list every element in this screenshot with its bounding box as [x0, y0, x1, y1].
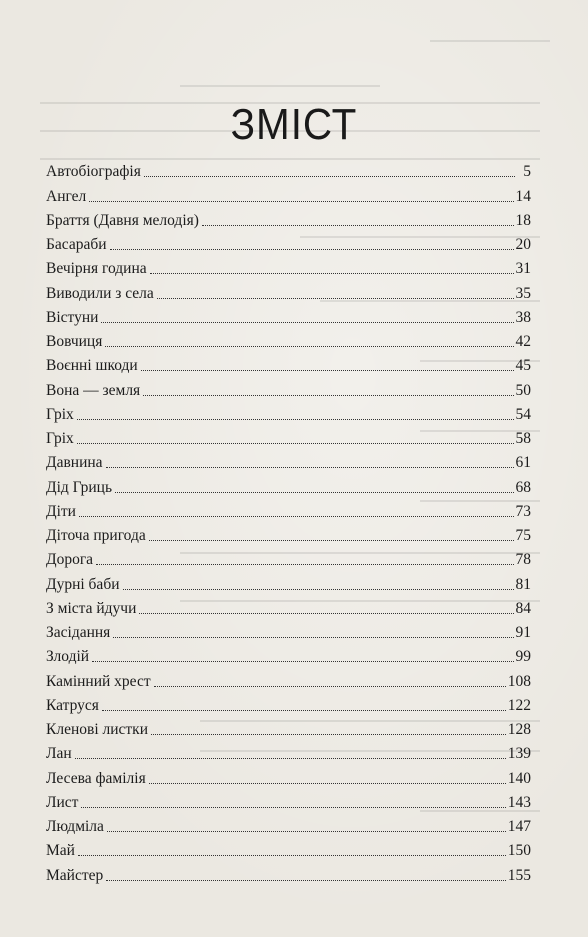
toc-entry: [46, 497, 531, 521]
toc-entry-page-number: 91: [515, 624, 531, 641]
toc-entry: [46, 230, 531, 254]
toc-entry-title: Катруся: [46, 696, 99, 714]
toc-entry-page-number: 20: [515, 236, 531, 253]
toc-entry-page-number: 61: [515, 454, 531, 472]
toc-entry: [46, 569, 531, 593]
toc-entry-page-number: 54: [515, 405, 531, 423]
toc-entry-title: Гріх: [46, 405, 74, 423]
toc-entry-title: Лесева фамілія: [46, 769, 146, 787]
toc-entry: [46, 351, 531, 375]
toc-entry-page-number: 122: [507, 696, 531, 714]
toc-entry: [46, 521, 531, 545]
toc-entry-page-number: 155: [507, 866, 531, 884]
toc-entry-title: Лан: [46, 745, 72, 763]
toc-entry-page-number: 38: [515, 308, 531, 326]
toc-entry-title: З міста йдучи: [46, 599, 137, 617]
toc-entry: [46, 836, 531, 860]
toc-entry-title: Людміла: [46, 818, 104, 835]
dot-leader: [102, 710, 506, 711]
toc-entry-title: Автобіографія: [46, 163, 141, 181]
toc-entry: [46, 448, 531, 472]
toc-entry-title: Вістуни: [46, 308, 99, 326]
dot-leader: [81, 807, 505, 808]
dot-leader: [110, 249, 514, 250]
toc-entry-title: Злодій: [46, 648, 90, 666]
toc-entry-title: Лист: [46, 793, 79, 811]
toc-entry: [46, 812, 531, 836]
toc-entry-page-number: 35: [515, 284, 531, 302]
dot-leader: [77, 443, 514, 444]
dot-leader: [144, 176, 515, 177]
toc-entry: [46, 181, 531, 205]
dot-leader: [78, 855, 506, 856]
toc-entry-page-number: 78: [515, 551, 531, 569]
toc-entry: [46, 400, 531, 424]
table-of-contents: [46, 157, 531, 885]
toc-entry: [46, 715, 531, 739]
toc-entry-page-number: 5: [523, 163, 531, 181]
dot-leader: [202, 225, 514, 226]
toc-entry: [46, 763, 531, 787]
dot-leader: [113, 637, 513, 638]
dot-leader: [107, 831, 506, 832]
page-title: ЗМІСТ: [230, 100, 358, 149]
dot-leader: [115, 492, 513, 493]
toc-entry: [46, 594, 531, 618]
toc-entry: [46, 472, 531, 496]
dot-leader: [105, 346, 513, 347]
toc-entry-title: Камінний хрест: [46, 672, 151, 690]
toc-entry-title: Дід Гриць: [46, 478, 113, 496]
toc-entry: [46, 157, 531, 181]
toc-entry-title: Майстер: [46, 866, 104, 884]
toc-entry-title: Басараби: [46, 236, 107, 253]
dot-leader: [151, 734, 506, 735]
toc-entry: [46, 545, 531, 569]
toc-entry-page-number: 81: [515, 575, 531, 593]
toc-entry-title: Браття (Давня мелодія): [46, 211, 199, 229]
dot-leader: [96, 564, 513, 565]
toc-entry-title: Виводили з села: [46, 284, 154, 302]
toc-entry: [46, 254, 531, 278]
toc-entry-page-number: 140: [507, 769, 531, 787]
toc-entry-page-number: 147: [507, 818, 531, 835]
toc-entry-title: Давнина: [46, 454, 103, 472]
toc-entry-title: Ангел: [46, 187, 87, 205]
toc-entry-page-number: 18: [515, 211, 531, 229]
toc-entry-title: Вона — земля: [46, 381, 141, 399]
toc-entry: [46, 691, 531, 715]
toc-entry-page-number: 99: [515, 648, 531, 666]
dot-leader: [149, 540, 514, 541]
toc-entry: [46, 739, 531, 763]
toc-entry: [46, 375, 531, 399]
toc-entry-title: Дорога: [46, 551, 94, 569]
toc-entry: [46, 860, 531, 884]
toc-entry-page-number: 108: [507, 672, 531, 690]
toc-entry-page-number: 139: [507, 745, 531, 763]
toc-entry-page-number: 42: [515, 333, 531, 350]
dot-leader: [89, 201, 513, 202]
toc-entry-page-number: 45: [515, 357, 531, 375]
toc-entry: [46, 424, 531, 448]
dot-leader: [75, 758, 506, 759]
toc-entry: [46, 278, 531, 302]
toc-entry-title: Діти: [46, 502, 76, 520]
dot-leader: [77, 419, 514, 420]
toc-entry-page-number: 75: [515, 527, 531, 544]
toc-entry-page-number: 84: [515, 599, 531, 617]
toc-entry: [46, 618, 531, 642]
dot-leader: [149, 783, 506, 784]
dot-leader: [106, 467, 514, 468]
toc-entry-title: Май: [46, 842, 75, 860]
dot-leader: [139, 613, 513, 614]
toc-entry-title: Гріх: [46, 430, 74, 447]
toc-entry-page-number: 150: [507, 842, 531, 860]
toc-entry-page-number: 31: [515, 260, 531, 278]
toc-entry-page-number: 128: [507, 721, 531, 738]
toc-entry-title: Вечірня година: [46, 260, 147, 278]
toc-entry-page-number: 68: [515, 478, 531, 496]
toc-entry: [46, 788, 531, 812]
dot-leader: [123, 589, 514, 590]
dot-leader: [154, 686, 506, 687]
dot-leader: [92, 661, 513, 662]
toc-entry-title: Засідання: [46, 624, 111, 641]
toc-entry: [46, 642, 531, 666]
dot-leader: [141, 370, 514, 371]
dot-leader: [157, 298, 514, 299]
dot-leader: [143, 395, 513, 396]
toc-entry-title: Дурні баби: [46, 575, 120, 593]
dot-leader: [101, 322, 513, 323]
dot-leader: [79, 516, 514, 517]
toc-entry-title: Кленові листки: [46, 721, 149, 738]
toc-entry-page-number: 58: [515, 430, 531, 447]
toc-entry: [46, 303, 531, 327]
toc-entry: [46, 666, 531, 690]
toc-entry-page-number: 14: [515, 187, 531, 205]
dot-leader: [150, 273, 514, 274]
toc-entry-title: Вовчиця: [46, 333, 103, 350]
toc-entry: [46, 327, 531, 351]
toc-entry-title: Діточа пригода: [46, 527, 146, 544]
toc-entry-page-number: 143: [507, 793, 531, 811]
toc-entry: [46, 206, 531, 230]
dot-leader: [106, 880, 506, 881]
toc-entry-title: Воєнні шкоди: [46, 357, 138, 375]
toc-entry-page-number: 73: [515, 502, 531, 520]
toc-entry-page-number: 50: [515, 381, 531, 399]
